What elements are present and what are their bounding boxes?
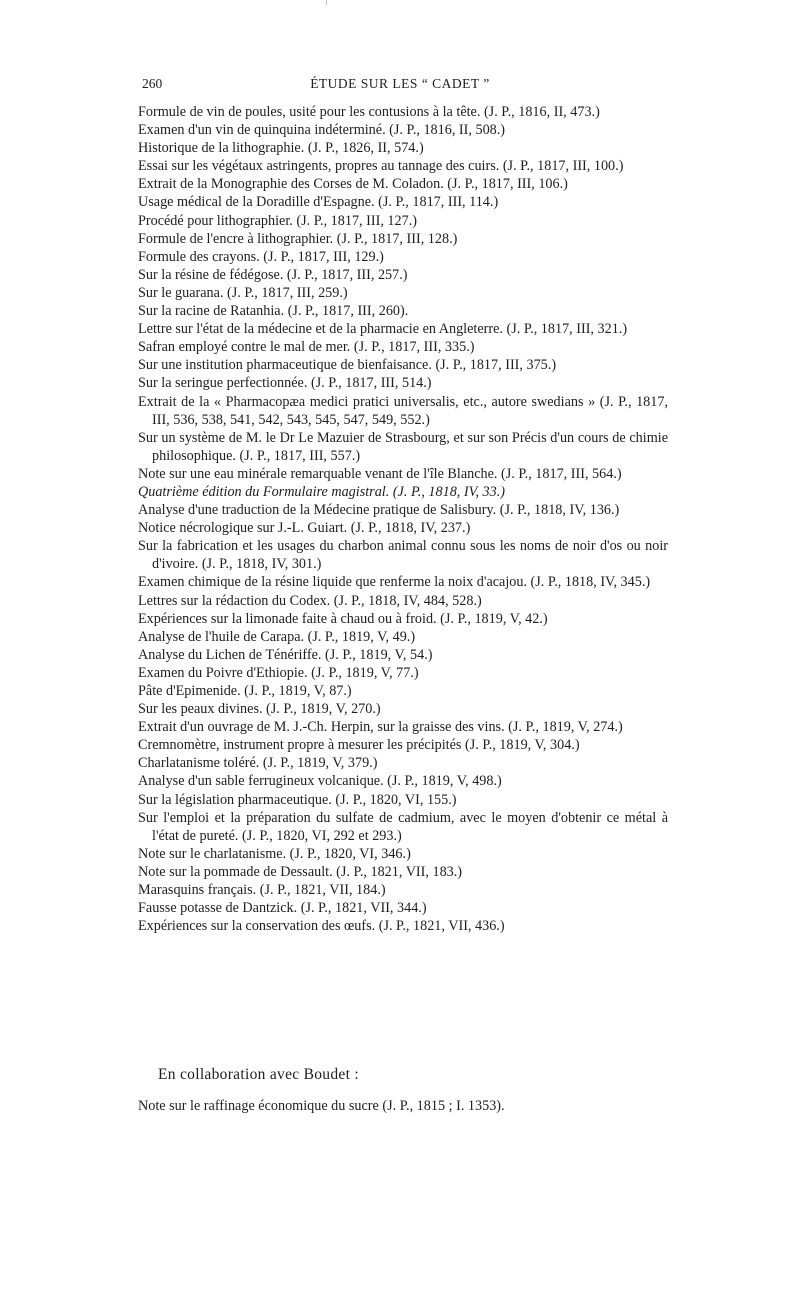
bibliography-entry: Examen d'un vin de quinquina indéterminé. (J. P., 1816, II, 508.): [138, 122, 506, 139]
bibliography-entry: Examen chimique de la résine liquide que renferme la noix d'acajou. (J. P., 1818, IV, 345.): [138, 574, 651, 591]
bibliography-entry: Sur la législation pharmaceutique. (J. P., 1820, VI, 155.): [138, 791, 457, 808]
bibliography-entry: Extrait d'un ouvrage de M. J.-Ch. Herpin, sur la graisse des vins. (J. P., 1819, V, 274.): [138, 719, 623, 736]
bibliography-entry: Sur le guarana. (J. P., 1817, III, 259.): [138, 284, 348, 301]
bibliography-entry: Cremnomètre, instrument propre à mesurer les précipités (J. P., 1819, V, 304.): [138, 737, 580, 754]
bibliography-entry: Note sur le charlatanisme. (J. P., 1820, VI, 346.): [138, 845, 411, 862]
bibliography-entry: Quatrième édition du Formulaire magistral. (J. P., 1818, IV, 33.): [138, 483, 506, 500]
bibliography-entry: Analyse d'un sable ferrugineux volcanique. (J. P., 1819, V, 498.): [138, 773, 502, 790]
bibliography-entry: Sur les peaux divines. (J. P., 1819, V, 270.): [138, 701, 381, 718]
bibliography-entry: Note sur une eau minérale remarquable venant de l'île Blanche. (J. P., 1817, III, 564.): [138, 465, 622, 482]
bibliography-entry: Sur la fabrication et les usages du charbon animal connu sous les noms de noir d'os ou noir d'ivoire. (J. P., 1818, IV, 301.): [138, 538, 668, 573]
bibliography-entry: Analyse de l'huile de Carapa. (J. P., 1819, V, 49.): [138, 628, 416, 645]
bibliography-entry: Charlatanisme toléré. (J. P., 1819, V, 379.): [138, 755, 378, 772]
bibliography-entry: Examen du Poivre d'Ethiopie. (J. P., 1819, V, 77.): [138, 664, 419, 681]
bibliography-entry: Essai sur les végétaux astringents, propres au tannage des cuirs. (J. P., 1817, III, 100.): [138, 158, 624, 175]
bibliography-entry: Analyse d'une traduction de la Médecine pratique de Salisbury. (J. P., 1818, IV, 136.): [138, 502, 620, 519]
bibliography-entry: Marasquins français. (J. P., 1821, VII, 184.): [138, 882, 386, 899]
bibliography-entry: Sur une institution pharmaceutique de bienfaisance. (J. P., 1817, III, 375.): [138, 357, 557, 374]
bibliography-entry: Sur un système de M. le Dr Le Mazuier de Strasbourg, et sur son Précis d'un cours de chimie philosophique. (J. P., 1817, III, 557.): [138, 429, 668, 464]
page-number: 260: [142, 76, 163, 91]
bibliography-entry: Extrait de la Monographie des Corses de M. Coladon. (J. P., 1817, III, 106.): [138, 176, 568, 193]
bibliography-entry: Formule de l'encre à lithographier. (J. P., 1817, III, 128.): [138, 230, 458, 247]
running-title: ÉTUDE SUR LES “ CADET ”: [310, 76, 490, 91]
bibliography-entry: Lettre sur l'état de la médecine et de la pharmacie en Angleterre. (J. P., 1817, III, 321.): [138, 321, 628, 338]
bibliography-entry: Notice nécrologique sur J.-L. Guiart. (J. P., 1818, IV, 237.): [138, 520, 471, 537]
bibliography-entry: Procédé pour lithographier. (J. P., 1817, III, 127.): [138, 212, 417, 229]
bibliography-entry: Fausse potasse de Dantzick. (J. P., 1821, VII, 344.): [138, 900, 427, 917]
bibliography-entry: Usage médical de la Doradille d'Espagne. (J. P., 1817, III, 114.): [138, 194, 499, 211]
bibliography-entry: Sur l'emploi et la préparation du sulfate de cadmium, avec le moyen d'obtenir ce métal à l'état de pureté. (J. P., 1820, VI, 292 et 293.): [138, 809, 668, 844]
bibliography-entry: Historique de la lithographie. (J. P., 1826, II, 574.): [138, 140, 424, 157]
bibliography-list: [138, 103, 668, 935]
bibliography-entry: Expériences sur la limonade faite à chaud ou à froid. (J. P., 1819, V, 42.): [138, 610, 548, 627]
bibliography-entry: Lettres sur la rédaction du Codex. (J. P., 1818, IV, 484, 528.): [138, 592, 482, 609]
collaboration-entry: Note sur le raffinage économique du sucre (J. P., 1815 ; I. 1353).: [138, 1098, 505, 1114]
bibliography-entry: Sur la résine de fédégose. (J. P., 1817, III, 257.): [138, 266, 408, 283]
page-header: [142, 76, 658, 96]
scan-mark: [326, 0, 327, 5]
section-heading: En collaboration avec Boudet :: [158, 1066, 359, 1083]
bibliography-entry: Pâte d'Epimenide. (J. P., 1819, V, 87.): [138, 683, 352, 699]
bibliography-entry: Safran employé contre le mal de mer. (J. P., 1817, III, 335.): [138, 339, 475, 356]
bibliography-entry: Sur la seringue perfectionnée. (J. P., 1817, III, 514.): [138, 375, 432, 392]
bibliography-entry: Formule des crayons. (J. P., 1817, III, 129.): [138, 248, 384, 265]
bibliography-entry: Note sur la pommade de Dessault. (J. P., 1821, VII, 183.): [138, 863, 463, 880]
bibliography-entry: Sur la racine de Ratanhia. (J. P., 1817, III, 260).: [138, 303, 409, 320]
bibliography-entry: Formule de vin de poules, usité pour les contusions à la tête. (J. P., 1816, II, 473.): [138, 104, 600, 120]
bibliography-entry: Expériences sur la conservation des œufs. (J. P., 1821, VII, 436.): [138, 918, 505, 935]
bibliography-entry: Extrait de la « Pharmacopæa medici pratici universalis, etc., autore swedians » (J. P., 1817, III, 536, 538, 541, 542, 543, 545, 547, 549, 552.): [138, 393, 668, 428]
bibliography-entry: Analyse du Lichen de Ténériffe. (J. P., 1819, V, 54.): [138, 646, 433, 663]
